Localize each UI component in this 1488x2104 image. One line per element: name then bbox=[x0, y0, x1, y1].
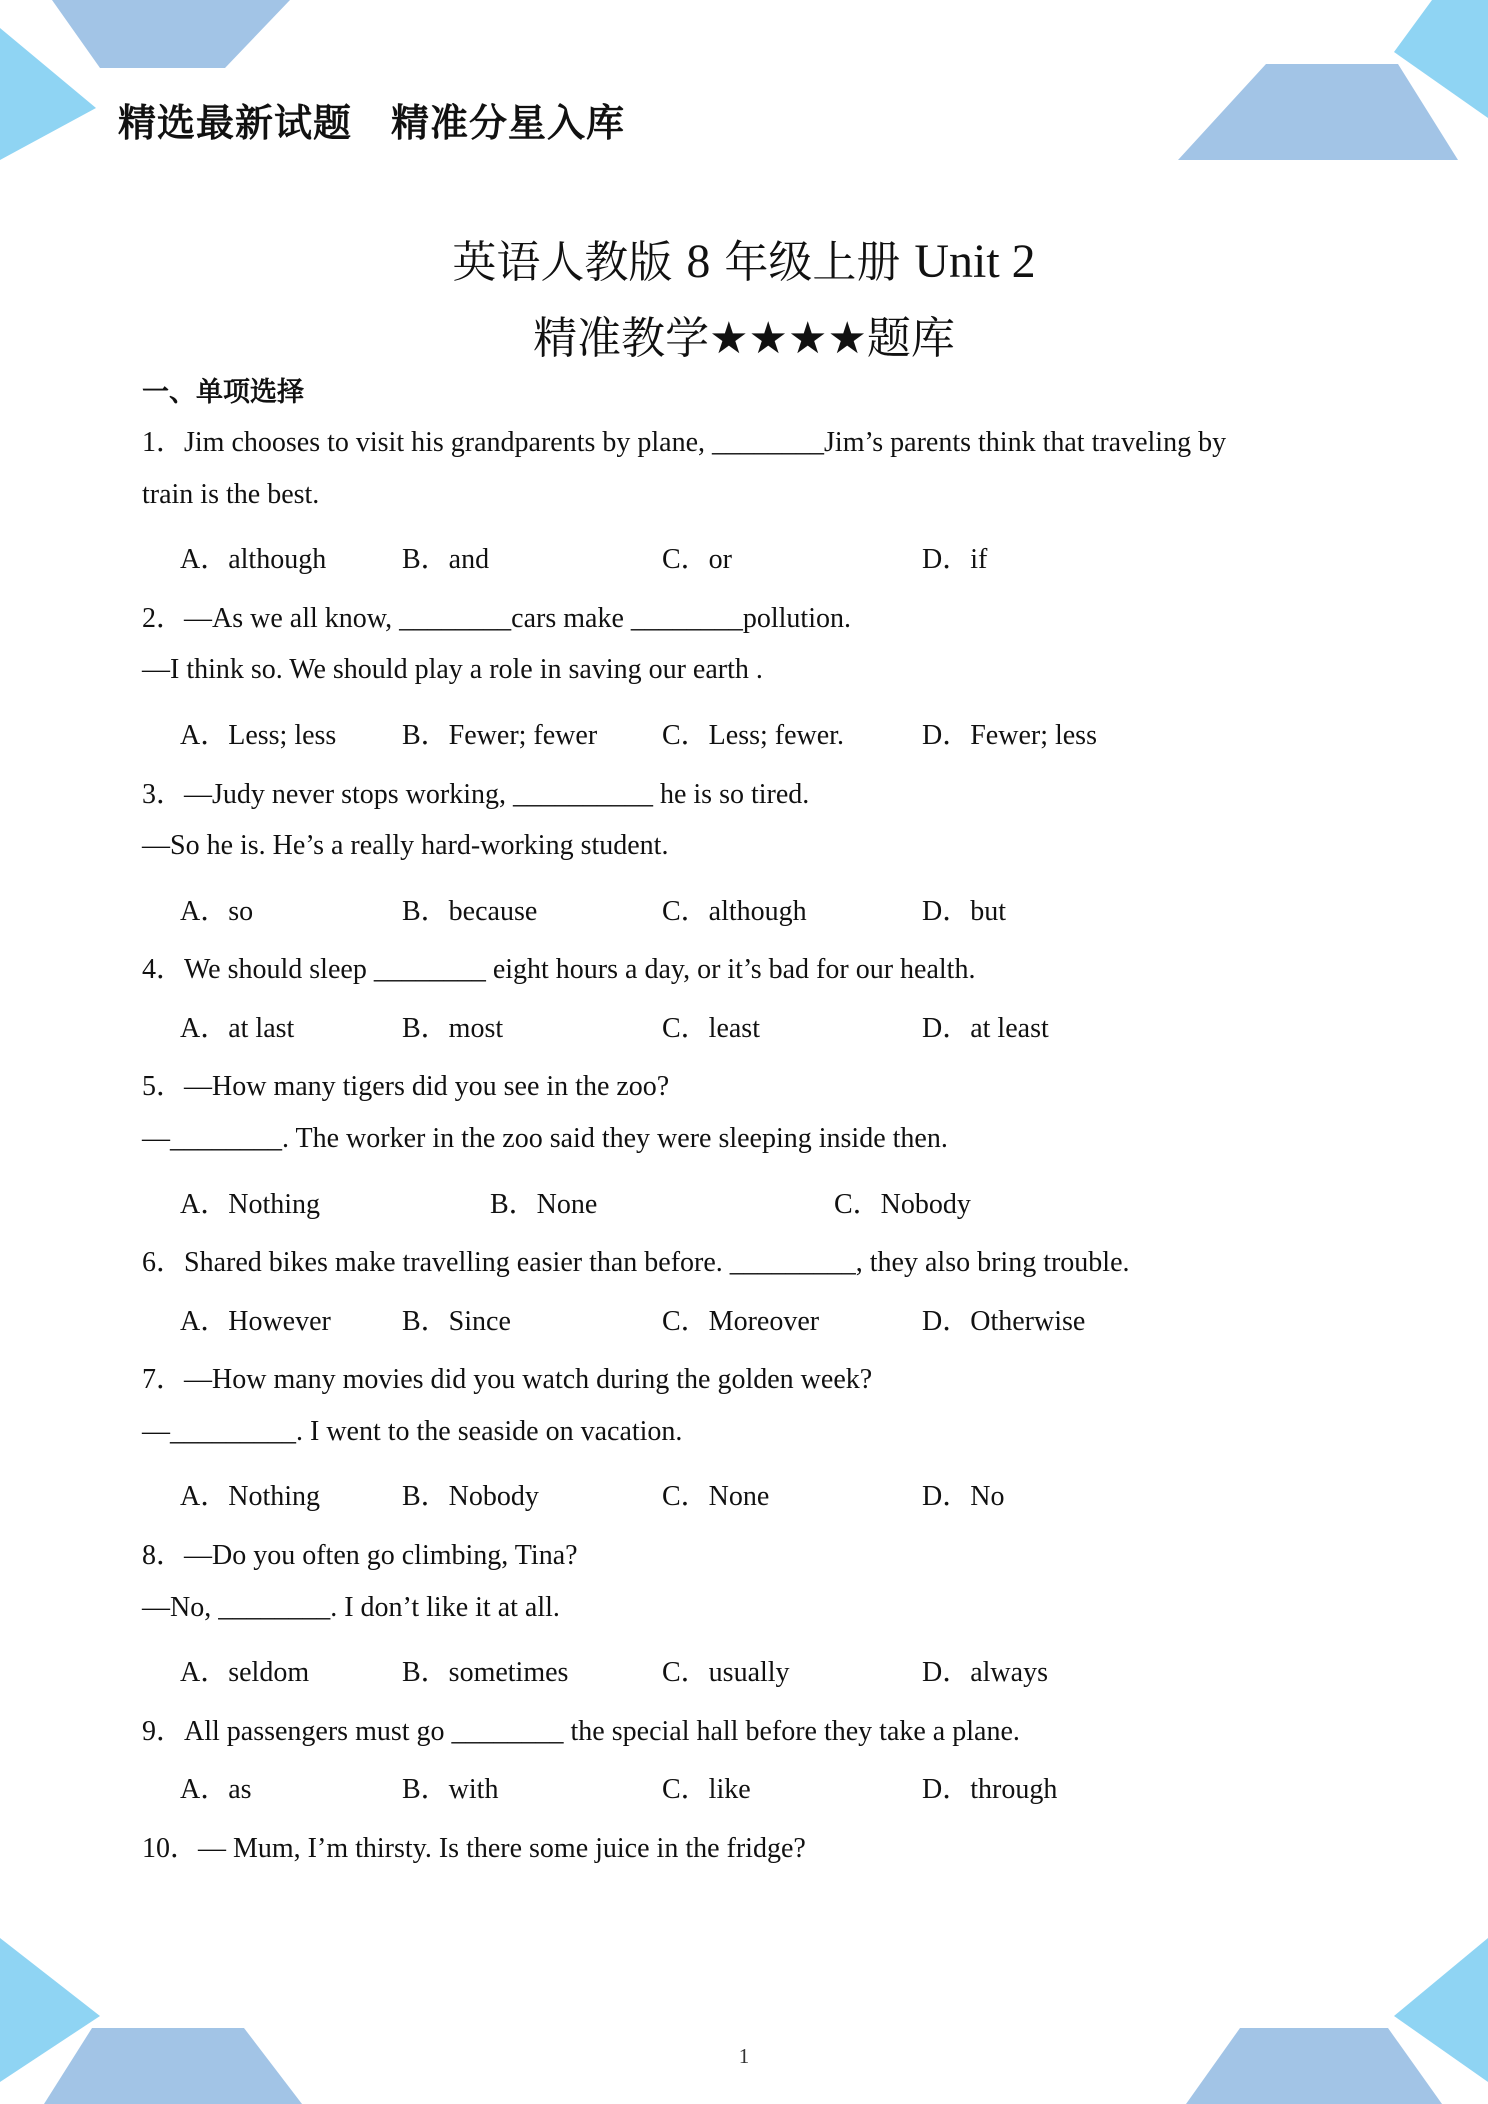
q8-option-b: B．sometimes bbox=[402, 1657, 569, 1688]
q9-option-b: B．with bbox=[402, 1774, 499, 1805]
q7-option-d: D．No bbox=[922, 1481, 1005, 1512]
q2-text-line-2: —I think so. We should play a role in saving our earth . bbox=[142, 654, 763, 685]
document-title bbox=[0, 226, 1488, 290]
q1-option-a: A．although bbox=[180, 544, 327, 575]
q1-text-line-2: train is the best. bbox=[142, 479, 320, 510]
title-cn-part-1: 英语人教版 bbox=[452, 237, 687, 288]
q3-option-c: C．although bbox=[662, 896, 807, 927]
q7-text-line-2: —_________. I went to the seaside on vacation. bbox=[142, 1416, 683, 1447]
q7-text-line-1: 7．—How many movies did you watch during the golden week? bbox=[142, 1364, 873, 1395]
q7-option-c: C．None bbox=[662, 1481, 770, 1512]
q8-option-a: A．seldom bbox=[180, 1657, 310, 1688]
q6-option-c: C．Moreover bbox=[662, 1306, 820, 1337]
q5-option-a: A．Nothing bbox=[180, 1189, 321, 1220]
title-unit: Unit 2 bbox=[914, 235, 1036, 288]
q3-option-a: A．so bbox=[180, 896, 254, 927]
q9-option-d: D．through bbox=[922, 1774, 1058, 1805]
q1-option-b: B．and bbox=[402, 544, 490, 575]
title-grade-number: 8 bbox=[686, 235, 711, 288]
q6-option-b: B．Since bbox=[402, 1306, 511, 1337]
q10-text-line-1: 10．— Mum, I’m thirsty. Is there some juice in the fridge? bbox=[142, 1833, 806, 1864]
q8-text-line-1: 8．—Do you often go climbing, Tina? bbox=[142, 1540, 578, 1571]
q9-text-line-1: 9．All passengers must go ________ the special hall before they take a plane. bbox=[142, 1716, 1020, 1747]
q5-option-b: B．None bbox=[490, 1189, 598, 1220]
q3-text-line-2: —So he is. He’s a really hard-working student. bbox=[142, 830, 669, 861]
q1-text-line-1: 1．Jim chooses to visit his grandparents by plane, ________Jim’s parents think that traveling by bbox=[142, 427, 1227, 458]
q1-option-c: C．or bbox=[662, 544, 733, 575]
section-heading: 一、单项选择 bbox=[142, 377, 304, 408]
q6-text-line-1: 6．Shared bikes make travelling easier than before. _________, they also bring trouble. bbox=[142, 1247, 1130, 1278]
q4-option-a: A．at last bbox=[180, 1013, 295, 1044]
corner-decoration-bottom-left bbox=[0, 1930, 320, 2104]
q8-option-d: D．always bbox=[922, 1657, 1048, 1688]
q7-option-a: A．Nothing bbox=[180, 1481, 321, 1512]
q4-option-d: D．at least bbox=[922, 1013, 1049, 1044]
q2-option-d: D．Fewer; less bbox=[922, 720, 1097, 751]
q9-option-c: C．like bbox=[662, 1774, 751, 1805]
corner-decoration-top-right bbox=[1170, 0, 1488, 170]
q3-option-b: B．because bbox=[402, 896, 538, 927]
q4-option-c: C．least bbox=[662, 1013, 760, 1044]
header-slogan: 精选最新试题 精准分星入库 bbox=[118, 101, 626, 145]
q5-option-c: C．Nobody bbox=[834, 1189, 971, 1220]
q9-option-a: A．as bbox=[180, 1774, 252, 1805]
q3-text-line-1: 3．—Judy never stops working, __________ he is so tired. bbox=[142, 779, 810, 810]
q5-text-line-1: 5．—How many tigers did you see in the zoo? bbox=[142, 1071, 670, 1102]
q6-option-a: A．However bbox=[180, 1306, 331, 1337]
q5-text-line-2: —________. The worker in the zoo said they were sleeping inside then. bbox=[142, 1123, 948, 1154]
document-subtitle: 精准教学★★★★题库 bbox=[533, 313, 955, 364]
q2-text-line-1: 2．—As we all know, ________cars make ________pollution. bbox=[142, 603, 851, 634]
title-cn-part-2: 年级上册 bbox=[710, 237, 915, 288]
q7-option-b: B．Nobody bbox=[402, 1481, 539, 1512]
q4-text-line-1: 4．We should sleep ________ eight hours a day, or it’s bad for our health. bbox=[142, 954, 976, 985]
q1-option-d: D．if bbox=[922, 544, 988, 575]
corner-decoration-bottom-right bbox=[1170, 1930, 1488, 2104]
q2-option-c: C．Less; fewer. bbox=[662, 720, 844, 751]
page-number: 1 bbox=[738, 2044, 750, 2068]
q3-option-d: D．but bbox=[922, 896, 1007, 927]
q6-option-d: D．Otherwise bbox=[922, 1306, 1086, 1337]
q8-text-line-2: —No, ________. I don’t like it at all. bbox=[142, 1592, 560, 1623]
q8-option-c: C．usually bbox=[662, 1657, 790, 1688]
q2-option-a: A．Less; less bbox=[180, 720, 337, 751]
q4-option-b: B．most bbox=[402, 1013, 504, 1044]
q2-option-b: B．Fewer; fewer bbox=[402, 720, 598, 751]
